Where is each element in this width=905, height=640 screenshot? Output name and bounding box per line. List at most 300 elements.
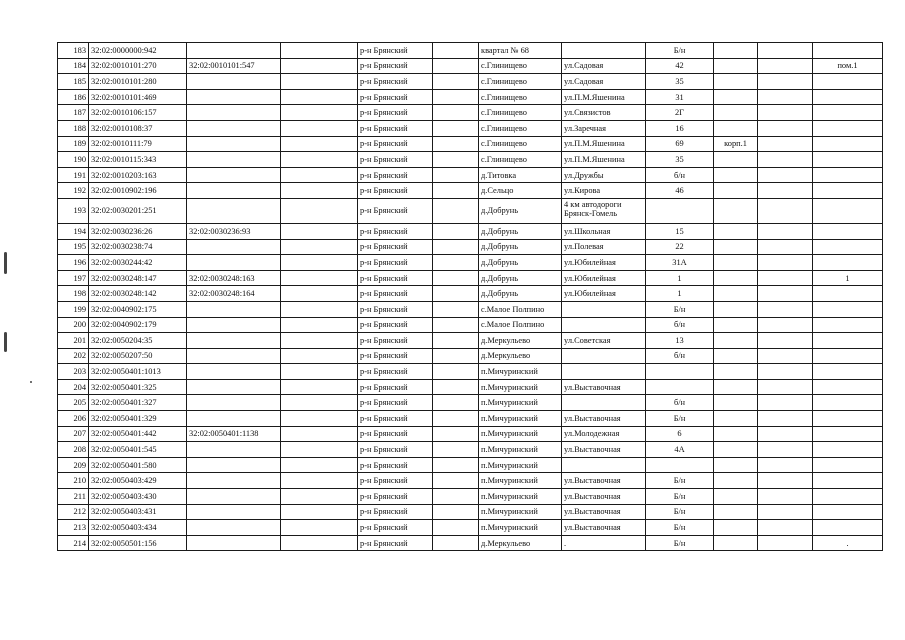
blank-cell: [758, 239, 813, 255]
row-number-cell: 194: [58, 223, 89, 239]
house-number-cell: Б/н: [646, 535, 714, 551]
blank-cell: [281, 286, 358, 302]
street-cell: 4 км автодороги Брянск-Гомель: [562, 198, 646, 223]
secondary-cadastral-cell: [187, 183, 281, 199]
blank-cell: [433, 333, 479, 349]
blank-cell: [281, 333, 358, 349]
building-cell: [714, 286, 758, 302]
blank-cell: [433, 364, 479, 380]
building-cell: [714, 270, 758, 286]
district-cell: р-н Брянский: [358, 489, 433, 505]
blank-cell: [433, 255, 479, 271]
secondary-cadastral-cell: [187, 379, 281, 395]
secondary-cadastral-cell: [187, 89, 281, 105]
district-cell: р-н Брянский: [358, 504, 433, 520]
house-number-cell: Б/н: [646, 504, 714, 520]
district-cell: р-н Брянский: [358, 473, 433, 489]
house-number-cell: 1: [646, 286, 714, 302]
blank-cell: [281, 535, 358, 551]
blank-cell: [758, 43, 813, 59]
blank-cell: [433, 317, 479, 333]
table-row: [58, 504, 883, 520]
house-number-cell: б/н: [646, 348, 714, 364]
blank-cell: [433, 286, 479, 302]
blank-cell: [758, 379, 813, 395]
district-cell: р-н Брянский: [358, 364, 433, 380]
blank-cell: [758, 152, 813, 168]
row-number-cell: 210: [58, 473, 89, 489]
scan-artifact-dot: [30, 381, 32, 383]
secondary-cadastral-cell: [187, 120, 281, 136]
cadastral-number-cell: 32:02:0050401:580: [89, 457, 187, 473]
table-row: [58, 489, 883, 505]
street-cell: ул.Молодежная: [562, 426, 646, 442]
cadastral-number-cell: 32:02:0050401:329: [89, 411, 187, 427]
building-cell: корп.1: [714, 136, 758, 152]
table-row: [58, 426, 883, 442]
apartment-cell: [813, 348, 883, 364]
blank-cell: [758, 255, 813, 271]
apartment-cell: .: [813, 535, 883, 551]
settlement-cell: д.Добрунь: [479, 255, 562, 271]
cadastral-number-cell: 32:02:0050401:442: [89, 426, 187, 442]
house-number-cell: б/н: [646, 395, 714, 411]
house-number-cell: 35: [646, 152, 714, 168]
settlement-cell: с.Глинищево: [479, 89, 562, 105]
house-number-cell: 31А: [646, 255, 714, 271]
cadastral-number-cell: 32:02:0010106:157: [89, 105, 187, 121]
scan-artifact-mark: [4, 252, 7, 274]
row-number-cell: 206: [58, 411, 89, 427]
settlement-cell: п.Мичуринский: [479, 473, 562, 489]
building-cell: [714, 167, 758, 183]
blank-cell: [281, 239, 358, 255]
house-number-cell: [646, 198, 714, 223]
settlement-cell: д.Меркульево: [479, 535, 562, 551]
street-cell: ул.Садовая: [562, 74, 646, 90]
house-number-cell: Б/н: [646, 43, 714, 59]
blank-cell: [758, 489, 813, 505]
apartment-cell: [813, 489, 883, 505]
blank-cell: [281, 223, 358, 239]
street-cell: [562, 43, 646, 59]
blank-cell: [281, 105, 358, 121]
settlement-cell: п.Мичуринский: [479, 520, 562, 536]
row-number-cell: 208: [58, 442, 89, 458]
row-number-cell: 200: [58, 317, 89, 333]
apartment-cell: [813, 286, 883, 302]
blank-cell: [758, 74, 813, 90]
apartment-cell: [813, 223, 883, 239]
district-cell: р-н Брянский: [358, 457, 433, 473]
table-row: [58, 348, 883, 364]
settlement-cell: д.Сельцо: [479, 183, 562, 199]
apartment-cell: [813, 74, 883, 90]
cadastral-number-cell: 32:02:0030238:74: [89, 239, 187, 255]
table-row: [58, 183, 883, 199]
secondary-cadastral-cell: [187, 520, 281, 536]
blank-cell: [281, 301, 358, 317]
district-cell: р-н Брянский: [358, 152, 433, 168]
table-row: [58, 473, 883, 489]
blank-cell: [433, 120, 479, 136]
district-cell: р-н Брянский: [358, 223, 433, 239]
building-cell: [714, 198, 758, 223]
settlement-cell: д.Титовка: [479, 167, 562, 183]
blank-cell: [433, 489, 479, 505]
blank-cell: [433, 520, 479, 536]
row-number-cell: 193: [58, 198, 89, 223]
table-row: [58, 198, 883, 223]
district-cell: р-н Брянский: [358, 74, 433, 90]
district-cell: р-н Брянский: [358, 58, 433, 74]
street-cell: ул.Выставочная: [562, 504, 646, 520]
row-number-cell: 202: [58, 348, 89, 364]
building-cell: [714, 520, 758, 536]
settlement-cell: с.Глинищево: [479, 136, 562, 152]
building-cell: [714, 43, 758, 59]
house-number-cell: 42: [646, 58, 714, 74]
row-number-cell: 185: [58, 74, 89, 90]
blank-cell: [433, 270, 479, 286]
building-cell: [714, 223, 758, 239]
settlement-cell: с.Глинищево: [479, 152, 562, 168]
building-cell: [714, 348, 758, 364]
table-row: [58, 457, 883, 473]
blank-cell: [281, 379, 358, 395]
blank-cell: [758, 535, 813, 551]
house-number-cell: Б/н: [646, 411, 714, 427]
secondary-cadastral-cell: [187, 489, 281, 505]
house-number-cell: 2Г: [646, 105, 714, 121]
blank-cell: [281, 58, 358, 74]
settlement-cell: с.Глинищево: [479, 58, 562, 74]
apartment-cell: [813, 379, 883, 395]
blank-cell: [281, 198, 358, 223]
house-number-cell: Б/н: [646, 489, 714, 505]
blank-cell: [433, 198, 479, 223]
table-row: [58, 301, 883, 317]
blank-cell: [758, 317, 813, 333]
blank-cell: [758, 89, 813, 105]
row-number-cell: 186: [58, 89, 89, 105]
settlement-cell: п.Мичуринский: [479, 411, 562, 427]
blank-cell: [758, 333, 813, 349]
apartment-cell: [813, 152, 883, 168]
row-number-cell: 184: [58, 58, 89, 74]
blank-cell: [758, 286, 813, 302]
district-cell: р-н Брянский: [358, 317, 433, 333]
district-cell: р-н Брянский: [358, 348, 433, 364]
house-number-cell: 4А: [646, 442, 714, 458]
house-number-cell: б/н: [646, 317, 714, 333]
row-number-cell: 203: [58, 364, 89, 380]
row-number-cell: 201: [58, 333, 89, 349]
cadastral-number-cell: 32:02:0010115:343: [89, 152, 187, 168]
cadastral-number-cell: 32:02:0050403:430: [89, 489, 187, 505]
table-row: [58, 442, 883, 458]
row-number-cell: 213: [58, 520, 89, 536]
row-number-cell: 195: [58, 239, 89, 255]
building-cell: [714, 120, 758, 136]
blank-cell: [433, 395, 479, 411]
blank-cell: [758, 457, 813, 473]
secondary-cadastral-cell: [187, 152, 281, 168]
house-number-cell: 6: [646, 426, 714, 442]
settlement-cell: д.Добрунь: [479, 286, 562, 302]
blank-cell: [758, 120, 813, 136]
building-cell: [714, 333, 758, 349]
cadastral-number-cell: 32:02:0010203:163: [89, 167, 187, 183]
blank-cell: [433, 348, 479, 364]
apartment-cell: [813, 395, 883, 411]
secondary-cadastral-cell: [187, 442, 281, 458]
district-cell: р-н Брянский: [358, 520, 433, 536]
house-number-cell: 46: [646, 183, 714, 199]
blank-cell: [758, 270, 813, 286]
row-number-cell: 214: [58, 535, 89, 551]
blank-cell: [433, 167, 479, 183]
settlement-cell: с.Малое Полпино: [479, 301, 562, 317]
secondary-cadastral-cell: [187, 255, 281, 271]
building-cell: [714, 379, 758, 395]
cadastral-number-cell: 32:02:0010101:469: [89, 89, 187, 105]
cadastral-number-cell: 32:02:0050403:434: [89, 520, 187, 536]
cadastral-number-cell: 32:02:0030248:142: [89, 286, 187, 302]
street-cell: ул.Юбилейная: [562, 255, 646, 271]
secondary-cadastral-cell: 32:02:0010101:547: [187, 58, 281, 74]
table-row: [58, 152, 883, 168]
apartment-cell: [813, 364, 883, 380]
blank-cell: [281, 43, 358, 59]
building-cell: [714, 317, 758, 333]
building-cell: [714, 152, 758, 168]
blank-cell: [758, 364, 813, 380]
apartment-cell: [813, 89, 883, 105]
building-cell: [714, 89, 758, 105]
cadastral-number-cell: 32:02:0000000:942: [89, 43, 187, 59]
blank-cell: [758, 395, 813, 411]
apartment-cell: [813, 167, 883, 183]
table-row: [58, 120, 883, 136]
street-cell: [562, 301, 646, 317]
blank-cell: [433, 473, 479, 489]
blank-cell: [281, 255, 358, 271]
table-row: [58, 74, 883, 90]
blank-cell: [433, 152, 479, 168]
cadastral-number-cell: 32:02:0010101:280: [89, 74, 187, 90]
table-row: [58, 317, 883, 333]
apartment-cell: [813, 317, 883, 333]
apartment-cell: пом.1: [813, 58, 883, 74]
row-number-cell: 211: [58, 489, 89, 505]
house-number-cell: б/н: [646, 167, 714, 183]
street-cell: ул.Дружбы: [562, 167, 646, 183]
apartment-cell: [813, 136, 883, 152]
blank-cell: [433, 136, 479, 152]
blank-cell: [281, 442, 358, 458]
street-cell: ул.Выставочная: [562, 442, 646, 458]
row-number-cell: 191: [58, 167, 89, 183]
table-row: [58, 239, 883, 255]
street-cell: ул.Выставочная: [562, 379, 646, 395]
blank-cell: [758, 411, 813, 427]
settlement-cell: д.Добрунь: [479, 223, 562, 239]
blank-cell: [433, 504, 479, 520]
secondary-cadastral-cell: [187, 395, 281, 411]
settlement-cell: п.Мичуринский: [479, 504, 562, 520]
cadastral-number-cell: 32:02:0010111:79: [89, 136, 187, 152]
table-row: [58, 286, 883, 302]
house-number-cell: 69: [646, 136, 714, 152]
district-cell: р-н Брянский: [358, 167, 433, 183]
cadastral-number-cell: 32:02:0040902:179: [89, 317, 187, 333]
apartment-cell: [813, 198, 883, 223]
street-cell: ул.П.М.Яшенина: [562, 152, 646, 168]
street-cell: ул.П.М.Яшенина: [562, 136, 646, 152]
blank-cell: [281, 120, 358, 136]
blank-cell: [433, 89, 479, 105]
street-cell: ул.Юбилейная: [562, 270, 646, 286]
settlement-cell: квартал № 68: [479, 43, 562, 59]
blank-cell: [433, 223, 479, 239]
apartment-cell: [813, 426, 883, 442]
table-row: [58, 364, 883, 380]
blank-cell: [281, 395, 358, 411]
blank-cell: [433, 58, 479, 74]
table-row: [58, 520, 883, 536]
cadastral-number-cell: 32:02:0040902:175: [89, 301, 187, 317]
blank-cell: [281, 364, 358, 380]
house-number-cell: Б/н: [646, 301, 714, 317]
house-number-cell: 16: [646, 120, 714, 136]
secondary-cadastral-cell: [187, 457, 281, 473]
street-cell: ул.Школьная: [562, 223, 646, 239]
cadastral-number-cell: 32:02:0050501:156: [89, 535, 187, 551]
blank-cell: [281, 504, 358, 520]
building-cell: [714, 255, 758, 271]
cadastral-number-cell: 32:02:0030236:26: [89, 223, 187, 239]
apartment-cell: [813, 255, 883, 271]
apartment-cell: [813, 239, 883, 255]
building-cell: [714, 473, 758, 489]
cadastral-number-cell: 32:02:0050401:325: [89, 379, 187, 395]
row-number-cell: 207: [58, 426, 89, 442]
blank-cell: [433, 457, 479, 473]
district-cell: р-н Брянский: [358, 333, 433, 349]
blank-cell: [281, 317, 358, 333]
blank-cell: [758, 223, 813, 239]
street-cell: ул.Выставочная: [562, 489, 646, 505]
building-cell: [714, 442, 758, 458]
secondary-cadastral-cell: [187, 43, 281, 59]
row-number-cell: 199: [58, 301, 89, 317]
blank-cell: [433, 239, 479, 255]
row-number-cell: 196: [58, 255, 89, 271]
blank-cell: [758, 504, 813, 520]
row-number-cell: 192: [58, 183, 89, 199]
blank-cell: [281, 473, 358, 489]
apartment-cell: [813, 120, 883, 136]
secondary-cadastral-cell: 32:02:0030236:93: [187, 223, 281, 239]
building-cell: [714, 411, 758, 427]
row-number-cell: 197: [58, 270, 89, 286]
street-cell: [562, 317, 646, 333]
table-row: [58, 167, 883, 183]
cadastral-number-cell: 32:02:0050401:1013: [89, 364, 187, 380]
secondary-cadastral-cell: [187, 333, 281, 349]
district-cell: р-н Брянский: [358, 89, 433, 105]
blank-cell: [758, 58, 813, 74]
secondary-cadastral-cell: [187, 348, 281, 364]
table-row: [58, 89, 883, 105]
street-cell: [562, 348, 646, 364]
cadastral-number-cell: 32:02:0030201:251: [89, 198, 187, 223]
secondary-cadastral-cell: 32:02:0050401:1138: [187, 426, 281, 442]
row-number-cell: 209: [58, 457, 89, 473]
table-row: [58, 43, 883, 59]
street-cell: ул.П.М.Яшенина: [562, 89, 646, 105]
apartment-cell: [813, 504, 883, 520]
district-cell: р-н Брянский: [358, 442, 433, 458]
district-cell: р-н Брянский: [358, 535, 433, 551]
settlement-cell: п.Мичуринский: [479, 442, 562, 458]
house-number-cell: 31: [646, 89, 714, 105]
scan-artifact-mark: [4, 332, 7, 352]
district-cell: р-н Брянский: [358, 379, 433, 395]
cadastral-number-cell: 32:02:0010902:196: [89, 183, 187, 199]
blank-cell: [281, 183, 358, 199]
secondary-cadastral-cell: [187, 167, 281, 183]
secondary-cadastral-cell: [187, 239, 281, 255]
row-number-cell: 205: [58, 395, 89, 411]
secondary-cadastral-cell: [187, 136, 281, 152]
building-cell: [714, 457, 758, 473]
apartment-cell: [813, 473, 883, 489]
building-cell: [714, 426, 758, 442]
secondary-cadastral-cell: [187, 301, 281, 317]
cadastral-number-cell: 32:02:0050403:429: [89, 473, 187, 489]
secondary-cadastral-cell: [187, 535, 281, 551]
district-cell: р-н Брянский: [358, 286, 433, 302]
district-cell: р-н Брянский: [358, 395, 433, 411]
blank-cell: [758, 183, 813, 199]
settlement-cell: д.Меркульево: [479, 333, 562, 349]
district-cell: р-н Брянский: [358, 301, 433, 317]
blank-cell: [433, 74, 479, 90]
district-cell: р-н Брянский: [358, 426, 433, 442]
row-number-cell: 190: [58, 152, 89, 168]
blank-cell: [281, 136, 358, 152]
building-cell: [714, 105, 758, 121]
settlement-cell: п.Мичуринский: [479, 364, 562, 380]
cadastral-number-cell: 32:02:0050207:50: [89, 348, 187, 364]
building-cell: [714, 58, 758, 74]
blank-cell: [758, 198, 813, 223]
settlement-cell: д.Добрунь: [479, 239, 562, 255]
blank-cell: [281, 89, 358, 105]
blank-cell: [281, 426, 358, 442]
blank-cell: [433, 379, 479, 395]
blank-cell: [281, 152, 358, 168]
settlement-cell: д.Добрунь: [479, 270, 562, 286]
blank-cell: [758, 426, 813, 442]
street-cell: ул.Выставочная: [562, 520, 646, 536]
apartment-cell: [813, 105, 883, 121]
blank-cell: [433, 426, 479, 442]
row-number-cell: 187: [58, 105, 89, 121]
apartment-cell: [813, 301, 883, 317]
